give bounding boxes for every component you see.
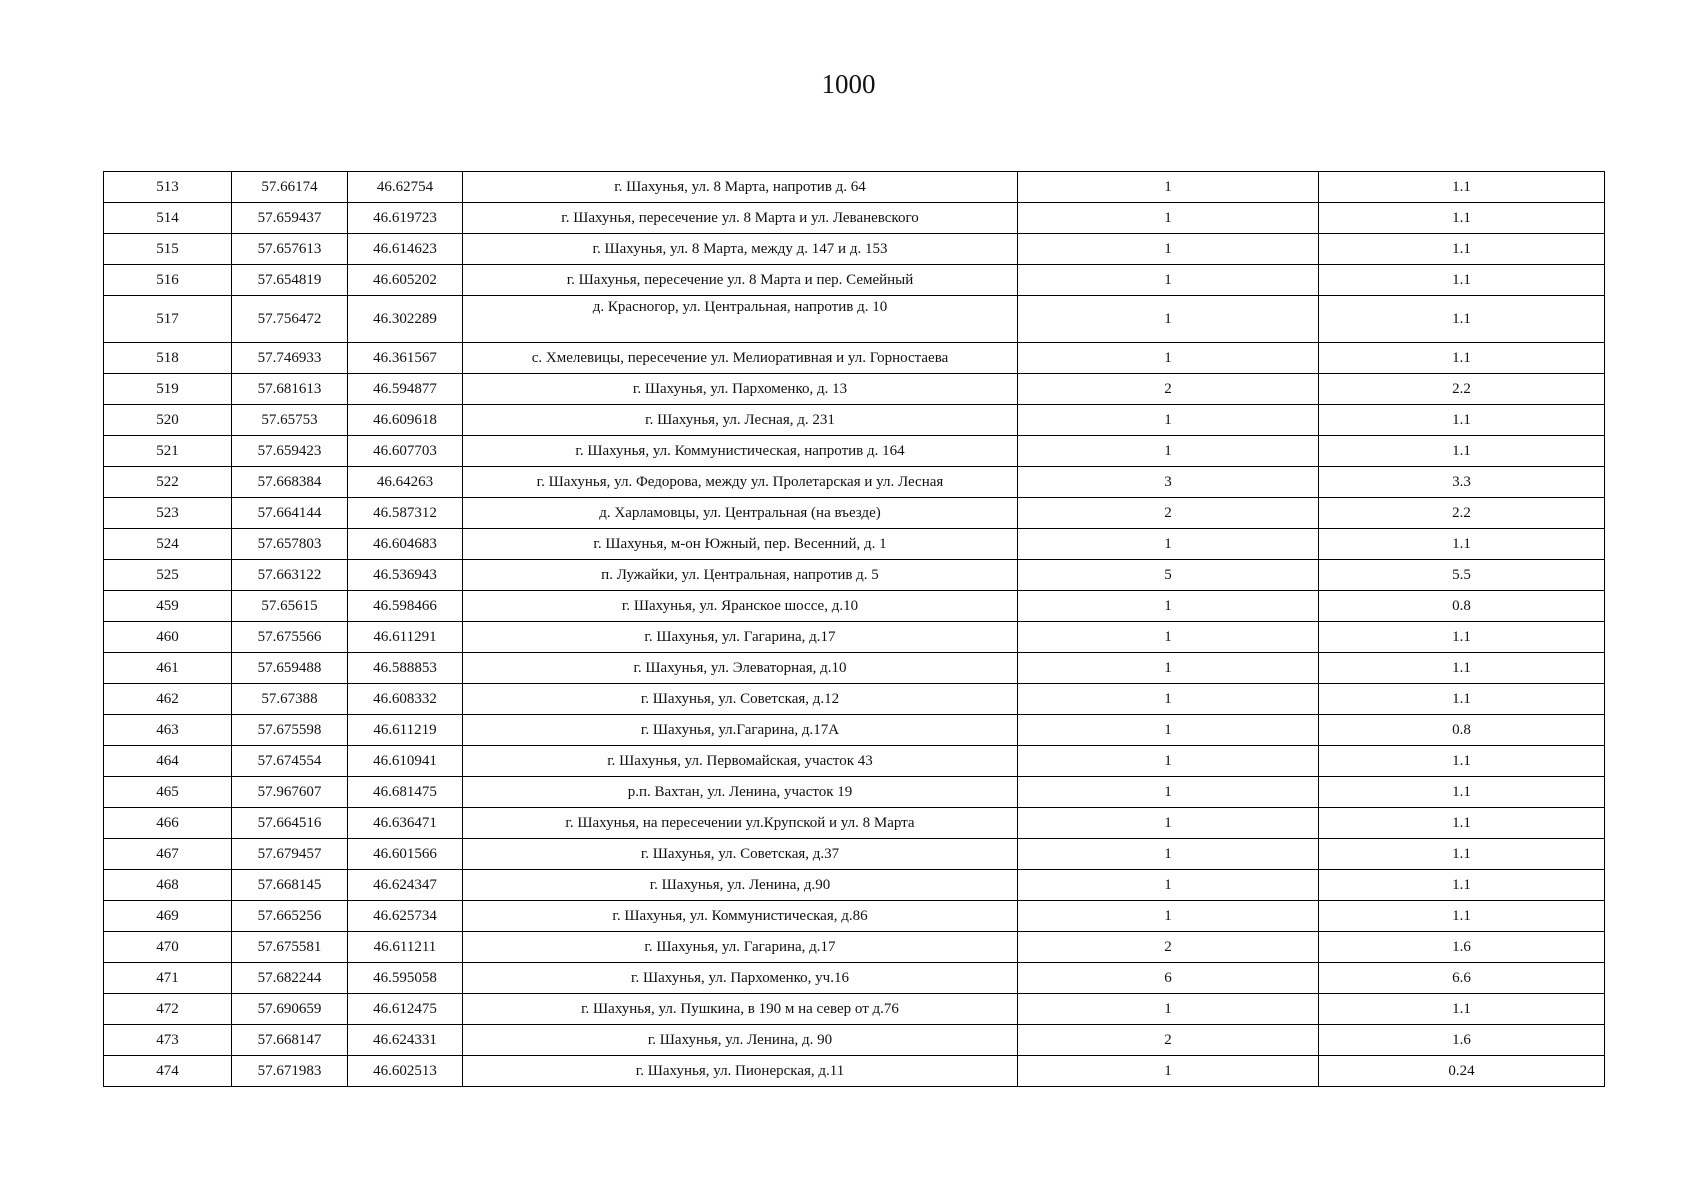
cell-address: г. Шахунья, ул. 8 Марта, напротив д. 64 xyxy=(463,172,1018,203)
cell-volume: 5.5 xyxy=(1319,560,1605,591)
cell-latitude: 57.681613 xyxy=(232,374,348,405)
cell-latitude: 57.66174 xyxy=(232,172,348,203)
table-row xyxy=(104,467,1605,498)
cell-latitude: 57.690659 xyxy=(232,994,348,1025)
table-row xyxy=(104,901,1605,932)
table-row xyxy=(104,203,1605,234)
cell-latitude: 57.664516 xyxy=(232,808,348,839)
cell-latitude: 57.746933 xyxy=(232,343,348,374)
cell-volume: 1.6 xyxy=(1319,1025,1605,1056)
cell-longitude: 46.636471 xyxy=(348,808,463,839)
cell-container-count: 1 xyxy=(1018,203,1319,234)
cell-volume: 1.1 xyxy=(1319,296,1605,343)
cell-site-number: 513 xyxy=(104,172,232,203)
cell-site-number: 471 xyxy=(104,963,232,994)
cell-volume: 1.1 xyxy=(1319,172,1605,203)
cell-volume: 1.1 xyxy=(1319,777,1605,808)
cell-longitude: 46.608332 xyxy=(348,684,463,715)
table-row xyxy=(104,994,1605,1025)
cell-longitude: 46.588853 xyxy=(348,653,463,684)
cell-volume: 6.6 xyxy=(1319,963,1605,994)
cell-address: г. Шахунья, ул. Первомайская, участок 43 xyxy=(463,746,1018,777)
cell-container-count: 1 xyxy=(1018,234,1319,265)
cell-container-count: 6 xyxy=(1018,963,1319,994)
cell-volume: 2.2 xyxy=(1319,374,1605,405)
cell-latitude: 57.665256 xyxy=(232,901,348,932)
cell-address: г. Шахунья, ул. 8 Марта, между д. 147 и д. 153 xyxy=(463,234,1018,265)
cell-latitude: 57.674554 xyxy=(232,746,348,777)
cell-container-count: 1 xyxy=(1018,808,1319,839)
cell-site-number: 514 xyxy=(104,203,232,234)
cell-site-number: 523 xyxy=(104,498,232,529)
cell-volume: 0.8 xyxy=(1319,591,1605,622)
cell-latitude: 57.65753 xyxy=(232,405,348,436)
cell-site-number: 521 xyxy=(104,436,232,467)
table-row xyxy=(104,498,1605,529)
cell-latitude: 57.675581 xyxy=(232,932,348,963)
cell-latitude: 57.657613 xyxy=(232,234,348,265)
table-row xyxy=(104,374,1605,405)
table-body xyxy=(104,172,1605,1087)
cell-latitude: 57.664144 xyxy=(232,498,348,529)
cell-container-count: 1 xyxy=(1018,591,1319,622)
cell-address: г. Шахунья, на пересечении ул.Крупской и ул. 8 Марта xyxy=(463,808,1018,839)
cell-site-number: 470 xyxy=(104,932,232,963)
table-row xyxy=(104,839,1605,870)
cell-volume: 1.1 xyxy=(1319,622,1605,653)
cell-site-number: 466 xyxy=(104,808,232,839)
cell-longitude: 46.302289 xyxy=(348,296,463,343)
table-row xyxy=(104,296,1605,343)
cell-volume: 1.1 xyxy=(1319,405,1605,436)
cell-longitude: 46.595058 xyxy=(348,963,463,994)
cell-longitude: 46.611219 xyxy=(348,715,463,746)
table-row xyxy=(104,172,1605,203)
cell-site-number: 516 xyxy=(104,265,232,296)
cell-longitude: 46.610941 xyxy=(348,746,463,777)
cell-address: г. Шахунья, ул. Коммунистическая, д.86 xyxy=(463,901,1018,932)
table-row xyxy=(104,777,1605,808)
cell-address: г. Шахунья, ул.Гагарина, д.17А xyxy=(463,715,1018,746)
cell-container-count: 1 xyxy=(1018,901,1319,932)
cell-container-count: 1 xyxy=(1018,684,1319,715)
cell-latitude: 57.675566 xyxy=(232,622,348,653)
cell-container-count: 1 xyxy=(1018,405,1319,436)
cell-latitude: 57.668145 xyxy=(232,870,348,901)
cell-longitude: 46.607703 xyxy=(348,436,463,467)
cell-site-number: 465 xyxy=(104,777,232,808)
cell-longitude: 46.614623 xyxy=(348,234,463,265)
table-row xyxy=(104,265,1605,296)
cell-volume: 1.6 xyxy=(1319,932,1605,963)
table-row xyxy=(104,684,1605,715)
cell-latitude: 57.671983 xyxy=(232,1056,348,1087)
cell-container-count: 1 xyxy=(1018,994,1319,1025)
cell-longitude: 46.594877 xyxy=(348,374,463,405)
cell-longitude: 46.605202 xyxy=(348,265,463,296)
cell-volume: 1.1 xyxy=(1319,234,1605,265)
cell-address: г. Шахунья, пересечение ул. 8 Марта и пер. Семейный xyxy=(463,265,1018,296)
container-sites-table xyxy=(103,171,1605,1087)
cell-longitude: 46.62754 xyxy=(348,172,463,203)
cell-address: г. Шахунья, ул. Лесная, д. 231 xyxy=(463,405,1018,436)
cell-container-count: 1 xyxy=(1018,172,1319,203)
cell-volume: 1.1 xyxy=(1319,901,1605,932)
table-row xyxy=(104,405,1605,436)
cell-site-number: 469 xyxy=(104,901,232,932)
cell-volume: 1.1 xyxy=(1319,684,1605,715)
cell-latitude: 57.668384 xyxy=(232,467,348,498)
cell-address: п. Лужайки, ул. Центральная, напротив д. 5 xyxy=(463,560,1018,591)
cell-latitude: 57.967607 xyxy=(232,777,348,808)
cell-site-number: 459 xyxy=(104,591,232,622)
cell-address: г. Шахунья, ул. Пионерская, д.11 xyxy=(463,1056,1018,1087)
cell-address: г. Шахунья, ул. Советская, д.37 xyxy=(463,839,1018,870)
table-row xyxy=(104,234,1605,265)
cell-latitude: 57.756472 xyxy=(232,296,348,343)
table-row xyxy=(104,932,1605,963)
cell-site-number: 473 xyxy=(104,1025,232,1056)
table-row xyxy=(104,746,1605,777)
cell-latitude: 57.675598 xyxy=(232,715,348,746)
cell-site-number: 463 xyxy=(104,715,232,746)
table-row xyxy=(104,622,1605,653)
cell-site-number: 525 xyxy=(104,560,232,591)
cell-container-count: 2 xyxy=(1018,498,1319,529)
cell-container-count: 2 xyxy=(1018,932,1319,963)
cell-container-count: 1 xyxy=(1018,653,1319,684)
cell-longitude: 46.602513 xyxy=(348,1056,463,1087)
cell-address: г. Шахунья, ул. Федорова, между ул. Пролетарская и ул. Лесная xyxy=(463,467,1018,498)
cell-container-count: 5 xyxy=(1018,560,1319,591)
cell-address: г. Шахунья, ул. Пархоменко, д. 13 xyxy=(463,374,1018,405)
cell-site-number: 460 xyxy=(104,622,232,653)
cell-container-count: 1 xyxy=(1018,265,1319,296)
cell-longitude: 46.609618 xyxy=(348,405,463,436)
cell-volume: 2.2 xyxy=(1319,498,1605,529)
cell-volume: 1.1 xyxy=(1319,529,1605,560)
cell-longitude: 46.64263 xyxy=(348,467,463,498)
cell-container-count: 1 xyxy=(1018,777,1319,808)
cell-longitude: 46.624347 xyxy=(348,870,463,901)
cell-latitude: 57.659437 xyxy=(232,203,348,234)
cell-longitude: 46.604683 xyxy=(348,529,463,560)
cell-volume: 1.1 xyxy=(1319,746,1605,777)
cell-volume: 1.1 xyxy=(1319,265,1605,296)
table-row xyxy=(104,1056,1605,1087)
cell-container-count: 1 xyxy=(1018,715,1319,746)
cell-longitude: 46.611291 xyxy=(348,622,463,653)
table-row xyxy=(104,808,1605,839)
cell-address: г. Шахунья, ул. Гагарина, д.17 xyxy=(463,622,1018,653)
cell-container-count: 1 xyxy=(1018,296,1319,343)
cell-address: д. Харламовцы, ул. Центральная (на въезде) xyxy=(463,498,1018,529)
cell-address: г. Шахунья, ул. Гагарина, д.17 xyxy=(463,932,1018,963)
cell-site-number: 519 xyxy=(104,374,232,405)
cell-site-number: 474 xyxy=(104,1056,232,1087)
cell-longitude: 46.587312 xyxy=(348,498,463,529)
cell-volume: 1.1 xyxy=(1319,994,1605,1025)
cell-address: г. Шахунья, ул. Ленина, д.90 xyxy=(463,870,1018,901)
table-row xyxy=(104,963,1605,994)
cell-latitude: 57.654819 xyxy=(232,265,348,296)
cell-volume: 1.1 xyxy=(1319,870,1605,901)
cell-container-count: 1 xyxy=(1018,529,1319,560)
cell-volume: 3.3 xyxy=(1319,467,1605,498)
cell-container-count: 2 xyxy=(1018,374,1319,405)
cell-latitude: 57.659423 xyxy=(232,436,348,467)
cell-site-number: 524 xyxy=(104,529,232,560)
cell-address: д. Красногор, ул. Центральная, напротив д. 10 xyxy=(463,296,1018,343)
cell-longitude: 46.612475 xyxy=(348,994,463,1025)
page-number: 1000 xyxy=(821,69,876,99)
cell-address: г. Шахунья, пересечение ул. 8 Марта и ул. Леваневского xyxy=(463,203,1018,234)
cell-site-number: 461 xyxy=(104,653,232,684)
cell-site-number: 515 xyxy=(104,234,232,265)
cell-container-count: 1 xyxy=(1018,1056,1319,1087)
cell-volume: 1.1 xyxy=(1319,808,1605,839)
cell-site-number: 468 xyxy=(104,870,232,901)
cell-longitude: 46.598466 xyxy=(348,591,463,622)
table-row xyxy=(104,560,1605,591)
cell-site-number: 472 xyxy=(104,994,232,1025)
cell-longitude: 46.625734 xyxy=(348,901,463,932)
cell-latitude: 57.679457 xyxy=(232,839,348,870)
cell-volume: 1.1 xyxy=(1319,203,1605,234)
cell-longitude: 46.361567 xyxy=(348,343,463,374)
cell-latitude: 57.67388 xyxy=(232,684,348,715)
cell-container-count: 1 xyxy=(1018,622,1319,653)
cell-latitude: 57.682244 xyxy=(232,963,348,994)
cell-latitude: 57.668147 xyxy=(232,1025,348,1056)
cell-address: г. Шахунья, ул. Элеваторная, д.10 xyxy=(463,653,1018,684)
cell-address: г. Шахунья, ул. Пархоменко, уч.16 xyxy=(463,963,1018,994)
cell-container-count: 1 xyxy=(1018,436,1319,467)
cell-volume: 0.24 xyxy=(1319,1056,1605,1087)
cell-volume: 1.1 xyxy=(1319,343,1605,374)
cell-site-number: 520 xyxy=(104,405,232,436)
cell-volume: 0.8 xyxy=(1319,715,1605,746)
table-row xyxy=(104,591,1605,622)
cell-latitude: 57.663122 xyxy=(232,560,348,591)
cell-site-number: 467 xyxy=(104,839,232,870)
table-row xyxy=(104,715,1605,746)
cell-site-number: 462 xyxy=(104,684,232,715)
cell-address: г. Шахунья, ул. Советская, д.12 xyxy=(463,684,1018,715)
cell-latitude: 57.659488 xyxy=(232,653,348,684)
table-row xyxy=(104,1025,1605,1056)
cell-site-number: 518 xyxy=(104,343,232,374)
table-row xyxy=(104,870,1605,901)
cell-site-number: 464 xyxy=(104,746,232,777)
cell-longitude: 46.601566 xyxy=(348,839,463,870)
cell-longitude: 46.624331 xyxy=(348,1025,463,1056)
cell-container-count: 1 xyxy=(1018,870,1319,901)
cell-latitude: 57.65615 xyxy=(232,591,348,622)
cell-address: г. Шахунья, м-он Южный, пер. Весенний, д. 1 xyxy=(463,529,1018,560)
cell-longitude: 46.611211 xyxy=(348,932,463,963)
cell-address: г. Шахунья, ул. Яранское шоссе, д.10 xyxy=(463,591,1018,622)
cell-longitude: 46.681475 xyxy=(348,777,463,808)
cell-container-count: 1 xyxy=(1018,343,1319,374)
cell-container-count: 3 xyxy=(1018,467,1319,498)
cell-address: г. Шахунья, ул. Ленина, д. 90 xyxy=(463,1025,1018,1056)
cell-site-number: 517 xyxy=(104,296,232,343)
cell-container-count: 1 xyxy=(1018,746,1319,777)
cell-volume: 1.1 xyxy=(1319,839,1605,870)
cell-address: г. Шахунья, ул. Коммунистическая, напротив д. 164 xyxy=(463,436,1018,467)
cell-container-count: 1 xyxy=(1018,839,1319,870)
cell-latitude: 57.657803 xyxy=(232,529,348,560)
table-row xyxy=(104,653,1605,684)
cell-longitude: 46.619723 xyxy=(348,203,463,234)
table-row xyxy=(104,529,1605,560)
table-row xyxy=(104,436,1605,467)
cell-address: с. Хмелевицы, пересечение ул. Мелиоративная и ул. Горностаева xyxy=(463,343,1018,374)
cell-address: г. Шахунья, ул. Пушкина, в 190 м на север от д.76 xyxy=(463,994,1018,1025)
cell-site-number: 522 xyxy=(104,467,232,498)
cell-volume: 1.1 xyxy=(1319,653,1605,684)
cell-volume: 1.1 xyxy=(1319,436,1605,467)
cell-container-count: 2 xyxy=(1018,1025,1319,1056)
cell-longitude: 46.536943 xyxy=(348,560,463,591)
table-row xyxy=(104,343,1605,374)
cell-address: р.п. Вахтан, ул. Ленина, участок 19 xyxy=(463,777,1018,808)
